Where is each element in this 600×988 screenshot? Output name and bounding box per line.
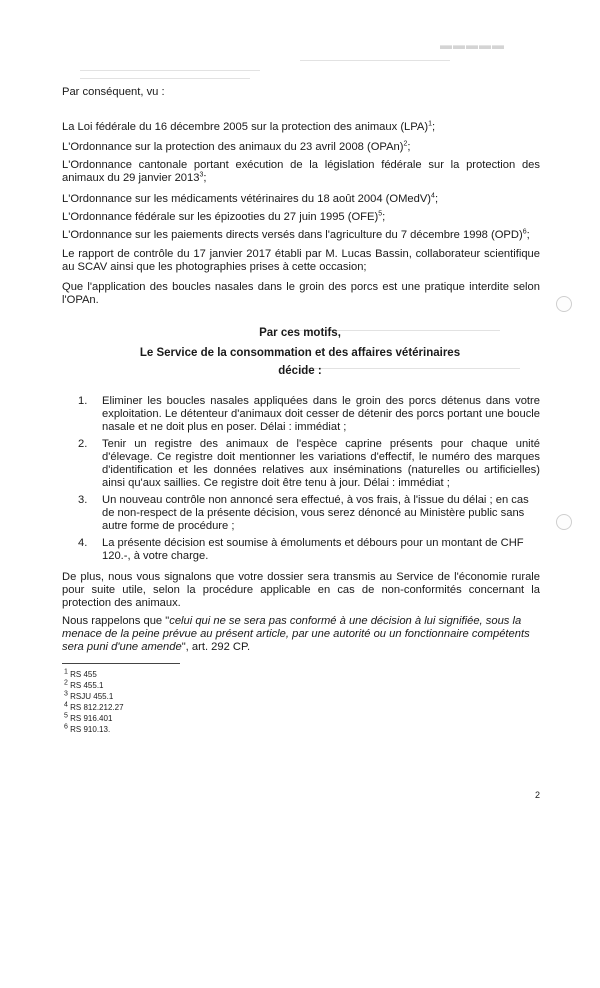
- intro-text: Par conséquent, vu :: [62, 86, 165, 98]
- motifs-heading: Par ces motifs,: [259, 327, 341, 339]
- legal-reminder: Nous rappelons que "celui qui ne se sera pas conformé à une décision à lui signifiée, sous la menace de la peine prévue au présent article, par une autorité ou un fonctionnaire compétents sera puni d'une amende", art. 292 CP.: [62, 615, 530, 653]
- service-heading: Le Service de la consommation et des affaires vétérinaires: [139, 347, 461, 359]
- bleed-through-line: [300, 60, 450, 61]
- decision-number: 1.: [78, 395, 88, 407]
- law-item: Le rapport de contrôle du 17 janvier 2017 établi par M. Lucas Bassin, collaborateur scientifique au SCAV ainsi que les photographies prises à cette occasion;: [62, 248, 540, 273]
- law-item: L'Ordonnance sur les médicaments vétérinaires du 18 août 2004 (OMedV)$^4$;: [62, 192, 439, 205]
- decision-text: Eliminer les boucles nasales appliquées dans le groin des porcs détenus dans votre exploitation. Le détenteur d'animaux doit cesser de détenir des porcs portant une boucle nasale et ne doit plus en poser. Délai : immédiat ;: [102, 395, 540, 433]
- punch-hole: [556, 296, 572, 312]
- bleed-through-line: [80, 78, 250, 79]
- law-item: L'Ordonnance sur la protection des animaux du 23 avril 2008 (OPAn)$^2$;: [62, 140, 411, 153]
- footnote: $^3$ RSJU 455.1: [64, 690, 114, 701]
- law-item: La Loi fédérale du 16 décembre 2005 sur la protection des animaux (LPA)$^1$;: [62, 120, 436, 133]
- footnote: $^1$ RS 455: [64, 668, 97, 679]
- footnote: $^6$ RS 910.13.: [64, 723, 111, 734]
- law-item: L'Ordonnance fédérale sur les épizooties du 27 juin 1995 (OFE)$^5$;: [62, 210, 386, 223]
- punch-hole: [556, 514, 572, 530]
- footnote: $^2$ RS 455.1: [64, 679, 104, 690]
- page-number: 2: [535, 790, 541, 800]
- law-item: L'Ordonnance sur les paiements directs versés dans l'agriculture du 7 décembre 1998 (OPD)$^6$;: [62, 228, 530, 241]
- footnote: $^5$ RS 916.401: [64, 712, 113, 723]
- decision-text: Un nouveau contrôle non annoncé sera effectué, à vos frais, à l'issue du délai ; en cas de non-respect de la présente décision, vous serez dénoncé au Ministère public sans autre forme de procédure ;: [102, 494, 529, 532]
- decision-text: La présente décision est soumise à émoluments et débours pour un montant de CHF 120.-, à votre charge.: [102, 537, 524, 562]
- law-item: L'Ordonnance cantonale portant exécution de la législation fédérale sur la protection des animaux du 29 janvier 2013$^3$;: [62, 159, 540, 184]
- bleed-through-line: [80, 70, 260, 71]
- decision-number: 4.: [78, 537, 88, 549]
- footnote-separator: [62, 663, 180, 664]
- law-item: Que l'application des boucles nasales dans le groin des porcs est une pratique interdite selon l'OPAn.: [62, 281, 540, 306]
- decision-number: 3.: [78, 494, 88, 506]
- transmission-notice: De plus, nous vous signalons que votre dossier sera transmis au Service de l'économie rurale pour suite utile, selon la procédure applicable en cas de non-conformités concernant la protection des animaux.: [62, 571, 540, 609]
- footnote: $^4$ RS 812.212.27: [64, 701, 124, 712]
- decide-heading: décide :: [278, 365, 322, 377]
- bleed-through-mark: ▬▬▬▬▬: [440, 38, 505, 52]
- decision-text: Tenir un registre des animaux de l'espèce caprine présents pour chaque unité d'élevage. Ce registre doit mentionner les variations d'effectif, le numéro des marques d'identification et les données relatives aux inséminations (naturelles ou artificielles) ainsi qu'aux saillies. Ce registre doit être tenu à jour. Délai : immédiat ;: [102, 438, 540, 489]
- decision-number: 2.: [78, 438, 88, 450]
